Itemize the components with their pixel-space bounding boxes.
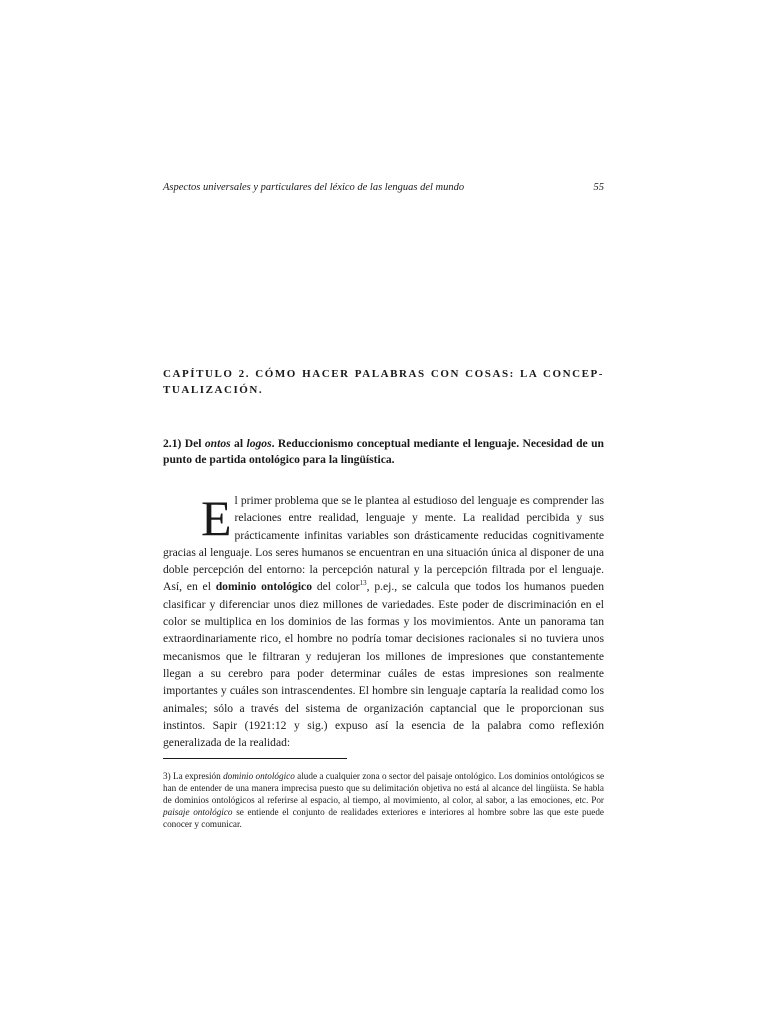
footnote-term-1: dominio ontológico: [223, 771, 295, 781]
body-text-part-2: del color: [316, 580, 360, 594]
chapter-title: CAPÍTULO 2. CÓMO HACER PALABRAS CON COSAS: LA CONCEP-TUALIZACIÓN.: [163, 368, 604, 396]
drop-cap: E: [201, 490, 232, 546]
book-page: [163, 0, 604, 1024]
body-text-part-3: , p.ej., se calcula que todos los humanos pueden clasificar y diferenciar unos diez millones de variedades. Este poder de discriminación en el color se multiplica en los dominios de las formas y los movimientos. Ante un panorama tan extraordinariamente rico, el hombre no podría tomar decisiones racionales si no tuviera unos mecanismos que le filtraran y redujeran los millones de impresiones que constantemente llegan a su cerebro para poder determinar cuáles de estas impresiones son realmente importantes y cuáles son intrascendentes. El hombre sin lenguaje captaría la realidad como los animales; sólo a través del sistema de organización captancial que le proporcionan sus instintos. Sapir (1921:12 y sig.) expuso así la esencia de la palabra como reflexión generalizada de la realidad:: [163, 580, 605, 750]
section-number: 2.1) Del: [163, 437, 202, 450]
page-number: 55: [593, 182, 604, 193]
footnote-divider: [163, 758, 347, 759]
footnote-lead: 3) La expresión: [163, 771, 221, 781]
footnote: [163, 770, 604, 830]
section-heading-rest: . Reduccionismo conceptual mediante el lenguaje. Necesidad de un punto de partida ontológico para la lingüística.: [163, 437, 604, 466]
running-head-title: Aspectos universales y particulares del léxico de las lenguas del mundo: [163, 182, 465, 193]
section-term-ontos: ontos: [204, 437, 231, 450]
section-heading: [163, 436, 604, 468]
footnote-text-2: se entiende el conjunto de realidades exteriores e interiores al hombre sobre las que este puede conocer y comunicar.: [163, 807, 604, 830]
section-connector: al: [234, 437, 244, 450]
footnote-text-1: alude a cualquier zona o sector del paisaje ontológico. Los dominios ontológicos se han de entender de una manera imprecisa puesto que su delimitación objetiva no está al alcance del lingüista. Se habla de dominios ontológicos al referirse al espacio, al tiempo, al movimiento, al color, al sabor, a las emociones, etc. Por: [163, 771, 605, 806]
body-bold-term: dominio ontológico: [215, 580, 313, 594]
section-term-logos: logos: [246, 437, 272, 450]
body-paragraph: [163, 492, 604, 751]
body-text-part-1: l primer problema que se le plantea al estudioso del lenguaje es comprender las relaciones entre realidad, lenguaje y mente. La realidad percibida y sus prácticamente infinitas variables son drásticamente reducidas cognitivamente gracias al lenguaje. Los seres humanos se encuentran en una situación única al disponer de una doble percepción del entorno: la percepción natural y la percepción filtrada por el lenguaje. Así, en el: [163, 494, 604, 594]
footnote-term-2: paisaje ontológico: [163, 807, 233, 818]
footnote-reference[interactable]: 13: [359, 579, 367, 588]
